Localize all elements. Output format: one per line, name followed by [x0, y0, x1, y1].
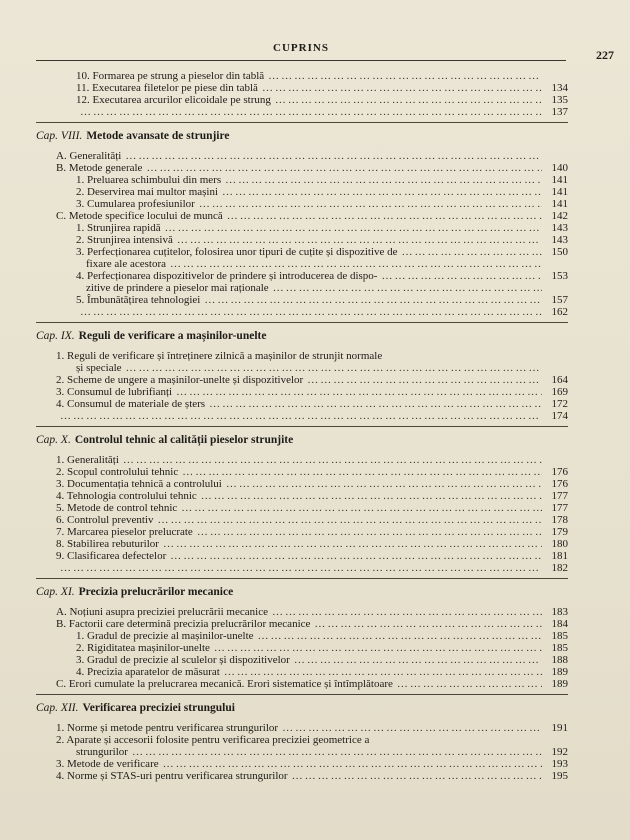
toc-entry-label: 5. Îmbunătățirea tehnologiei	[76, 294, 201, 306]
chapter-heading	[36, 584, 568, 600]
dot-leader	[163, 758, 542, 770]
toc-entry-page: 176	[551, 466, 568, 478]
toc-entry-page: 189	[551, 666, 568, 678]
dot-leader	[60, 562, 542, 574]
section-divider	[36, 426, 568, 427]
toc-entry	[36, 502, 568, 514]
toc-entry	[36, 478, 568, 490]
toc-entry	[36, 198, 568, 210]
toc-entry	[36, 386, 568, 398]
dot-leader	[182, 466, 542, 478]
chapter-heading	[36, 700, 568, 716]
chapter-number: Cap. X.	[36, 434, 71, 446]
toc-entry-label: și speciale	[76, 362, 122, 374]
toc-entry	[36, 454, 568, 466]
dot-leader	[275, 94, 542, 106]
toc-entry-label: 4. Perfecționarea dispozitivelor de prindere și introducerea de dispo-	[76, 270, 378, 282]
toc-entry-page: 153	[551, 270, 568, 282]
toc-entry-label: A. Noțiuni asupra preciziei prelucrării mecanice	[56, 606, 268, 618]
dot-leader	[209, 398, 542, 410]
dot-leader	[292, 770, 542, 782]
toc-entry-label: 8. Stabilirea rebuturilor	[56, 538, 159, 550]
toc-entry-page: 137	[551, 106, 568, 118]
section-divider	[36, 694, 568, 695]
dot-leader	[282, 722, 542, 734]
toc-entry-label: 3. Perfecționarea cuțitelor, folosirea unor tipuri de cuțite și dispozitive de	[76, 246, 398, 258]
toc-entry-label: 3. Gradul de precizie al sculelor și dispozitivelor	[76, 654, 290, 666]
toc-entry	[36, 490, 568, 502]
toc-entry	[36, 70, 568, 82]
section-divider	[36, 322, 568, 323]
toc-entry	[36, 466, 568, 478]
toc-entry-page: 176	[551, 478, 568, 490]
toc-entry	[36, 410, 568, 422]
toc-entry-label: A. Generalități	[56, 150, 122, 162]
dot-leader	[314, 618, 542, 630]
toc-entry-label: 1. Preluarea schimbului din mers	[76, 174, 222, 186]
chapter-title: Precizia prelucrărilor mecanice	[78, 586, 234, 598]
toc-entry	[36, 150, 568, 162]
toc-entry-label: zitive de prindere a pieselor mai raționale	[86, 282, 269, 294]
toc-entry	[36, 210, 568, 222]
toc-entry-page: 142	[551, 210, 568, 222]
toc-entry-page: 162	[551, 306, 568, 318]
toc-entry-page: 141	[551, 186, 568, 198]
toc-entry-page: 188	[551, 654, 568, 666]
dot-leader	[176, 386, 542, 398]
toc-entry	[36, 246, 568, 258]
toc-entry-page: 182	[551, 562, 568, 574]
dot-leader	[397, 678, 542, 690]
section-divider	[36, 122, 568, 123]
toc-entry-page: 183	[551, 606, 568, 618]
chapter-heading	[36, 328, 568, 344]
toc-entry-page: 179	[551, 526, 568, 538]
toc-entry-page: 191	[551, 722, 568, 734]
toc-entry	[36, 282, 568, 294]
toc-entry-label: 6. Controlul preventiv	[56, 514, 154, 526]
dot-leader	[197, 526, 542, 538]
dot-leader	[126, 362, 542, 374]
dot-leader	[402, 246, 542, 258]
toc-entry	[36, 186, 568, 198]
dot-leader	[225, 174, 542, 186]
toc-entry-page: 135	[551, 94, 568, 106]
toc-entry	[36, 162, 568, 174]
toc-entry-page: 180	[551, 538, 568, 550]
dot-leader	[224, 666, 542, 678]
dot-leader	[307, 374, 542, 386]
toc-entry-page: 174	[551, 410, 568, 422]
toc-entry	[36, 526, 568, 538]
dot-leader	[262, 82, 542, 94]
chapter-title: Metode avansate de strunjire	[86, 130, 230, 142]
toc-entry-label: 3. Documentația tehnică a controlului	[56, 478, 222, 490]
toc-entry	[36, 562, 568, 574]
toc-entry	[36, 514, 568, 526]
dot-leader	[177, 234, 542, 246]
toc-entry	[36, 258, 568, 270]
toc-entry	[36, 550, 568, 562]
toc-entry-page: 185	[551, 642, 568, 654]
dot-leader	[214, 642, 542, 654]
toc-entry	[36, 630, 568, 642]
toc-entry-label: 2. Deservirea mai multor mașini	[76, 186, 219, 198]
toc-entry-label: B. Factorii care determină precizia prelucrărilor mecanice	[56, 618, 311, 630]
dot-leader	[132, 746, 542, 758]
dot-leader	[294, 654, 542, 666]
toc-entry	[36, 106, 568, 118]
toc-entry-label: 1. Reguli de verificare și întreținere zilnică a mașinilor de strunjit normale	[56, 350, 383, 362]
chapter-title: Verificarea preciziei strungului	[82, 702, 235, 714]
toc-entry	[36, 538, 568, 550]
toc-entry	[36, 222, 568, 234]
toc-entry	[36, 362, 568, 374]
toc-entry-page: 195	[551, 770, 568, 782]
toc-entry-label: C. Metode specifice locului de muncă	[56, 210, 223, 222]
toc-entry-label: 1. Generalități	[56, 454, 119, 466]
dot-leader	[163, 538, 542, 550]
dot-leader	[60, 410, 542, 422]
toc-entry	[36, 94, 568, 106]
chapter-heading	[36, 128, 568, 144]
toc-entry-label: 2. Scheme de ungere a mașinilor-unelte și dispozitivelor	[56, 374, 304, 386]
toc-entry-label: fixare ale acestora	[86, 258, 166, 270]
toc-entry-page: 184	[551, 618, 568, 630]
dot-leader	[165, 222, 542, 234]
toc-entry	[36, 398, 568, 410]
toc-entry-page: 193	[551, 758, 568, 770]
toc-entry-label: 2. Strunjirea intensivă	[76, 234, 173, 246]
toc-entry-label: 2. Scopul controlului tehnic	[56, 466, 179, 478]
toc-entry-label: 4. Norme și STAS-uri pentru verificarea strungurilor	[56, 770, 288, 782]
toc-entry-label: 4. Consumul de materiale de șters	[56, 398, 206, 410]
toc-entry-label: 2. Rigiditatea mașinilor-unelte	[76, 642, 210, 654]
toc-entry-page: 141	[551, 174, 568, 186]
toc-entry	[36, 770, 568, 782]
dot-leader	[170, 258, 542, 270]
dot-leader	[381, 270, 542, 282]
toc-entry	[36, 642, 568, 654]
toc-entry-label: 3. Consumul de lubrifianți	[56, 386, 173, 398]
toc-entry-label: 5. Metode de control tehnic	[56, 502, 178, 514]
toc-entry-page: 164	[551, 374, 568, 386]
chapter-number: Cap. XI.	[36, 586, 75, 598]
dot-leader	[204, 294, 542, 306]
chapter-number: Cap. IX.	[36, 330, 75, 342]
toc-entry-page: 141	[551, 198, 568, 210]
toc-entry	[36, 618, 568, 630]
dot-leader	[268, 70, 542, 82]
toc-entry	[36, 666, 568, 678]
dot-leader	[157, 514, 542, 526]
toc-entry-label: 1. Gradul de precizie al mașinilor-unelte	[76, 630, 254, 642]
toc-entry	[36, 350, 568, 362]
toc-entry	[36, 678, 568, 690]
toc-entry	[36, 654, 568, 666]
dot-leader	[258, 630, 542, 642]
toc-entry-label: 4. Precizia aparatelor de măsurat	[76, 666, 220, 678]
toc-entry-page: 157	[551, 294, 568, 306]
toc-entry-page: 185	[551, 630, 568, 642]
toc-entry-label: 3. Cumularea profesiunilor	[76, 198, 195, 210]
dot-leader	[125, 150, 542, 162]
toc-entry-page: 169	[551, 386, 568, 398]
section-divider	[36, 578, 568, 579]
toc-entry-label: 3. Metode de verificare	[56, 758, 159, 770]
chapter-title: Reguli de verificare a mașinilor-unelte	[78, 330, 267, 342]
toc-entry	[36, 722, 568, 734]
dot-leader	[170, 550, 542, 562]
toc-entry-page: 140	[551, 162, 568, 174]
toc-entry-page: 143	[551, 234, 568, 246]
toc-entry-page: 134	[551, 82, 568, 94]
dot-leader	[80, 106, 542, 118]
toc-entry-label: 7. Marcarea pieselor prelucrate	[56, 526, 193, 538]
toc-entry	[36, 746, 568, 758]
toc-entry-page: 172	[551, 398, 568, 410]
toc-entry-page: 178	[551, 514, 568, 526]
toc-entry	[36, 374, 568, 386]
chapter-title: Controlul tehnic al calității pieselor strunjite	[74, 434, 294, 446]
toc-entry	[36, 734, 568, 746]
header-title: CUPRINS	[273, 42, 329, 54]
toc-entry-label: 11. Executarea filetelor pe piese din tablă	[76, 82, 258, 94]
toc-entry-label: C. Erori cumulate la prelucrarea mecanică. Erori sistematice și întîmplătoare	[56, 678, 393, 690]
toc-entry-label: 12. Executarea arcurilor elicoidale pe strung	[76, 94, 271, 106]
dot-leader	[181, 502, 542, 514]
page-number: 227	[596, 48, 614, 62]
dot-leader	[272, 606, 542, 618]
toc-entry-page: 143	[551, 222, 568, 234]
toc-entry	[36, 758, 568, 770]
chapter-heading	[36, 432, 568, 448]
toc-entry	[36, 306, 568, 318]
dot-leader	[201, 490, 542, 502]
toc-entry	[36, 270, 568, 282]
chapter-number: Cap. XII.	[36, 702, 79, 714]
toc-entry-label: B. Metode generale	[56, 162, 143, 174]
toc-entry-label: 9. Clasificarea defectelor	[56, 550, 167, 562]
toc-entry-page: 177	[551, 490, 568, 502]
toc-entry-label: strungurilor	[76, 746, 128, 758]
dot-leader	[80, 306, 542, 318]
toc-entry-label: 4. Tehnologia controlului tehnic	[56, 490, 197, 502]
dot-leader	[199, 198, 542, 210]
toc-entry-page: 177	[551, 502, 568, 514]
toc-entry-page: 181	[551, 550, 568, 562]
toc-entry-page: 150	[551, 246, 568, 258]
chapter-number: Cap. VIII.	[36, 130, 83, 142]
toc-entry-label: 10. Formarea pe strung a pieselor din tablă	[76, 70, 265, 82]
toc-entry	[36, 174, 568, 186]
dot-leader	[227, 210, 542, 222]
dot-leader	[273, 282, 542, 294]
dot-leader	[146, 162, 542, 174]
toc-entry-page: 189	[551, 678, 568, 690]
toc-entry-label: 2. Aparate și accesorii folosite pentru verificarea preciziei geometrice a	[56, 734, 370, 746]
dot-leader	[123, 454, 542, 466]
toc-entry	[36, 82, 568, 94]
dot-leader	[226, 478, 542, 490]
toc-entry	[36, 606, 568, 618]
table-of-contents	[36, 70, 568, 782]
toc-entry-label: 1. Norme și metode pentru verificarea strungurilor	[56, 722, 279, 734]
dot-leader	[222, 186, 542, 198]
toc-entry	[36, 294, 568, 306]
toc-entry	[36, 234, 568, 246]
page-header	[36, 40, 614, 62]
toc-entry-label: 1. Strunjirea rapidă	[76, 222, 161, 234]
toc-entry-page: 192	[551, 746, 568, 758]
